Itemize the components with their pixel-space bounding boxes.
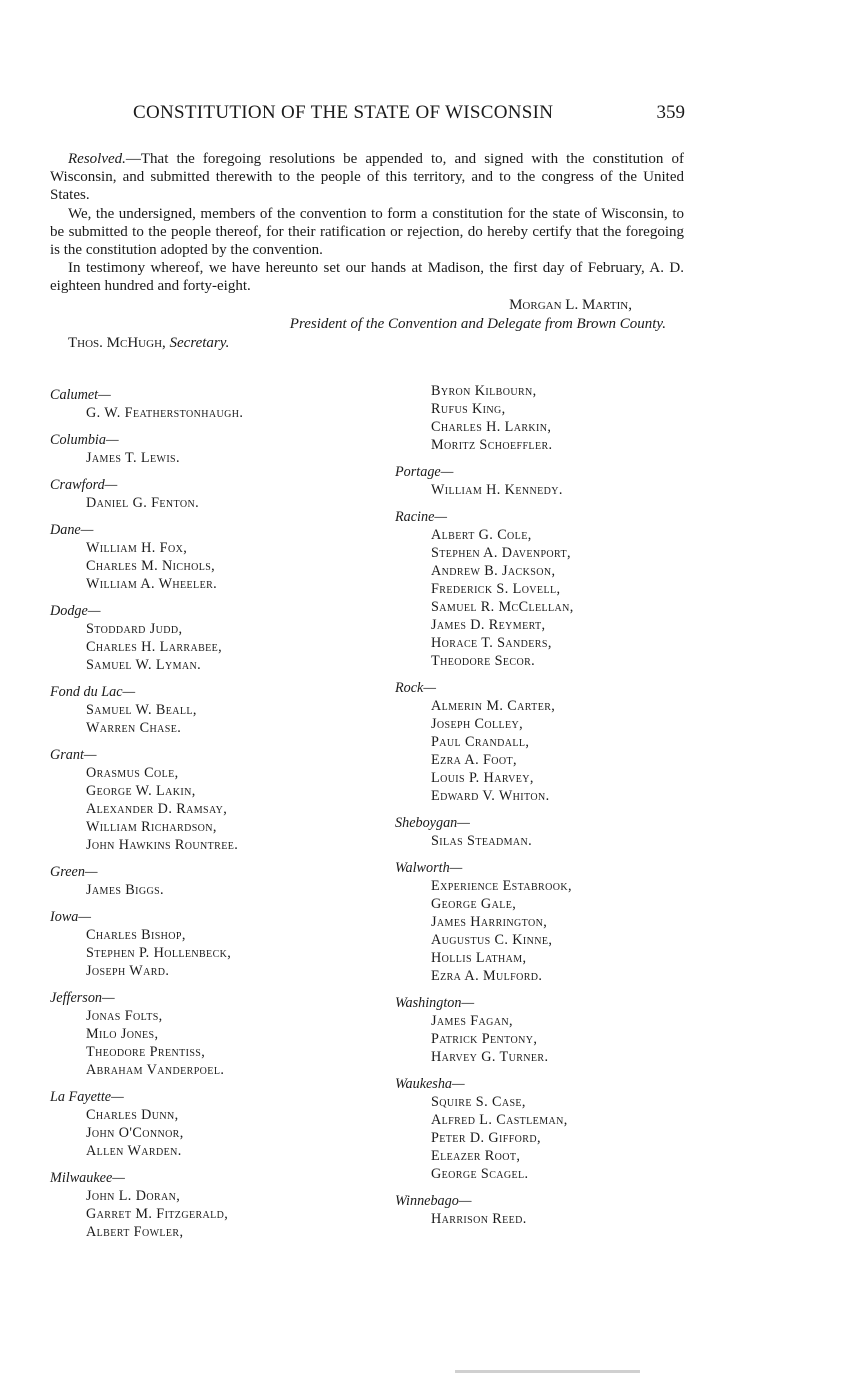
delegate-name: Frederick S. Lovell, <box>431 581 561 597</box>
delegate-name: William H. Kennedy. <box>431 482 563 498</box>
county-block <box>50 521 370 593</box>
delegate-name: Silas Steadman. <box>431 833 533 849</box>
delegate-name: Edward V. Whiton. <box>431 788 550 804</box>
delegate-name: Alfred L. Castleman, <box>431 1112 568 1128</box>
county-name: Milwaukee— <box>50 1170 125 1186</box>
delegate-name: Augustus C. Kinne, <box>431 932 553 948</box>
delegate-name: Warren Chase. <box>86 720 182 736</box>
delegate-name: Charles Bishop, <box>86 927 186 943</box>
resolved-paragraph <box>50 150 684 205</box>
delegate-name: James T. Lewis. <box>86 450 180 466</box>
county-name: Waukesha— <box>395 1076 465 1092</box>
delegate-name: Andrew B. Jackson, <box>431 563 556 579</box>
delegate-name: Theodore Prentiss, <box>86 1044 206 1060</box>
delegate-name: Samuel W. Lyman. <box>86 657 202 673</box>
running-title: CONSTITUTION OF THE STATE OF WISCONSIN <box>133 102 554 123</box>
delegate-name: Ezra A. Mulford. <box>431 968 543 984</box>
delegate-name: Jonas Folts, <box>86 1008 163 1024</box>
county-block <box>50 683 370 737</box>
delegate-name: Stephen P. Hollenbeck, <box>86 945 232 961</box>
county-block <box>50 386 370 422</box>
delegate-name: William Richardson, <box>86 819 217 835</box>
county-block <box>50 1088 370 1160</box>
delegate-name: Experience Estabrook, <box>431 878 572 894</box>
delegate-name: Eleazer Root, <box>431 1148 521 1164</box>
page-number: 359 <box>656 102 685 123</box>
delegate-name: Harrison Reed. <box>431 1211 527 1227</box>
delegate-name: Charles H. Larkin, <box>431 419 552 435</box>
intro-text <box>50 150 684 353</box>
county-name: Dodge— <box>50 603 101 619</box>
delegate-name: Theodore Secor. <box>431 653 536 669</box>
county-name: Iowa— <box>50 909 91 925</box>
delegate-name: William A. Wheeler. <box>86 576 218 592</box>
delegate-name: Peter D. Gifford, <box>431 1130 541 1146</box>
county-name: Jefferson— <box>50 990 115 1006</box>
county-name: Winnebago— <box>395 1193 472 1209</box>
county-name: Fond du Lac— <box>50 684 136 700</box>
delegate-name: Byron Kilbourn, <box>431 383 537 399</box>
county-name: Crawford— <box>50 477 118 493</box>
delegate-name: James Biggs. <box>86 882 164 898</box>
delegate-name: Abraham Vanderpoel. <box>86 1062 225 1078</box>
county-block <box>395 508 715 670</box>
secretary-line <box>50 334 684 353</box>
county-name: Rock— <box>395 680 436 696</box>
president-name: Morgan L. Martin, <box>509 296 632 313</box>
county-block <box>395 814 715 850</box>
county-name: La Fayette— <box>50 1089 124 1105</box>
delegate-name: G. W. Featherstonhaugh. <box>86 405 244 421</box>
testimony-paragraph: In testimony whereof, we have hereunto set our hands at Madison, the first day of February, A. D. eighteen hundred and forty-eight. <box>50 260 684 295</box>
county-block <box>50 602 370 674</box>
delegate-name: Louis P. Harvey, <box>431 770 534 786</box>
county-name: Calumet— <box>50 387 111 403</box>
delegate-name: Patrick Pentony, <box>431 1031 538 1047</box>
delegate-name: Alexander D. Ramsay, <box>86 801 228 817</box>
resolved-text: —That the foregoing resolutions be appended to, and signed with the constitution of Wisconsin, and submitted therewith to the people of this territory, and to the congress of the United States. <box>50 151 684 204</box>
county-block <box>395 1075 715 1183</box>
county-block <box>395 382 715 454</box>
delegate-name: Stephen A. Davenport, <box>431 545 571 561</box>
delegate-name: Albert G. Cole, <box>431 527 532 543</box>
county-block <box>395 994 715 1066</box>
secretary-name: Thos. McHugh, <box>68 334 166 351</box>
delegate-name: Daniel G. Fenton. <box>86 495 200 511</box>
county-block <box>395 679 715 805</box>
delegate-name: William H. Fox, <box>86 540 188 556</box>
delegate-name: Paul Crandall, <box>431 734 530 750</box>
county-name: Green— <box>50 864 98 880</box>
delegates-right-column <box>395 382 715 1237</box>
delegate-name: James Fagan, <box>431 1013 513 1029</box>
delegate-name: Samuel W. Beall, <box>86 702 197 718</box>
delegate-name: Horace T. Sanders, <box>431 635 552 651</box>
delegate-name: Charles M. Nichols, <box>86 558 216 574</box>
delegate-name: Moritz Schoeffler. <box>431 437 553 453</box>
delegates-left-column <box>50 386 370 1250</box>
county-name: Grant— <box>50 747 97 763</box>
delegate-name: Albert Fowler, <box>86 1224 184 1240</box>
delegate-name: Harvey G. Turner. <box>431 1049 549 1065</box>
delegate-name: Allen Warden. <box>86 1143 182 1159</box>
delegate-name: Milo Jones, <box>86 1026 159 1042</box>
delegate-name: Joseph Ward. <box>86 963 170 979</box>
county-name: Racine— <box>395 509 448 525</box>
scan-smudge <box>455 1370 640 1373</box>
county-block <box>395 463 715 499</box>
resolved-label: Resolved. <box>68 151 126 167</box>
delegate-name: George Gale, <box>431 896 517 912</box>
county-name: Columbia— <box>50 432 119 448</box>
delegate-name: Joseph Colley, <box>431 716 524 732</box>
delegate-name: George Scagel. <box>431 1166 529 1182</box>
president-title: President of the Convention and Delegate from Brown County. <box>289 315 666 332</box>
delegate-name: Charles Dunn, <box>86 1107 179 1123</box>
county-block <box>50 908 370 980</box>
county-block <box>50 431 370 467</box>
delegate-name: Almerin M. Carter, <box>431 698 556 714</box>
county-name: Sheboygan— <box>395 815 470 831</box>
county-block <box>50 863 370 899</box>
page-header <box>133 102 685 126</box>
delegate-name: Ezra A. Foot, <box>431 752 517 768</box>
delegate-name: James Harrington, <box>431 914 548 930</box>
delegate-name: Samuel R. McClellan, <box>431 599 574 615</box>
delegate-name: John Hawkins Rountree. <box>86 837 239 853</box>
delegate-name: George W. Lakin, <box>86 783 196 799</box>
county-block <box>50 989 370 1079</box>
county-name: Dane— <box>50 522 94 538</box>
county-block <box>50 1169 370 1241</box>
certify-paragraph: We, the undersigned, members of the convention to form a constitution for the state of Wisconsin, to be submitted to the people thereof, for their ratification or rejection, do hereby certify that the foregoing is the constitution adopted by the convention. <box>50 205 684 259</box>
delegate-name: John L. Doran, <box>86 1188 181 1204</box>
delegate-name: Hollis Latham, <box>431 950 527 966</box>
county-block <box>50 476 370 512</box>
delegate-name: Orasmus Cole, <box>86 765 179 781</box>
delegate-name: Squire S. Case, <box>431 1094 526 1110</box>
county-block <box>395 1192 715 1228</box>
delegate-name: Garret M. Fitzgerald, <box>86 1206 229 1222</box>
county-name: Walworth— <box>395 860 463 876</box>
county-name: Washington— <box>395 995 475 1011</box>
delegate-name: Stoddard Judd, <box>86 621 183 637</box>
county-block <box>50 746 370 854</box>
delegate-name: Charles H. Larrabee, <box>86 639 223 655</box>
delegate-name: James D. Reymert, <box>431 617 546 633</box>
county-block <box>395 859 715 985</box>
delegate-name: John O'Connor, <box>86 1125 184 1141</box>
secretary-title: Secretary. <box>169 334 230 351</box>
county-name: Portage— <box>395 464 454 480</box>
delegate-name: Rufus King, <box>431 401 506 417</box>
